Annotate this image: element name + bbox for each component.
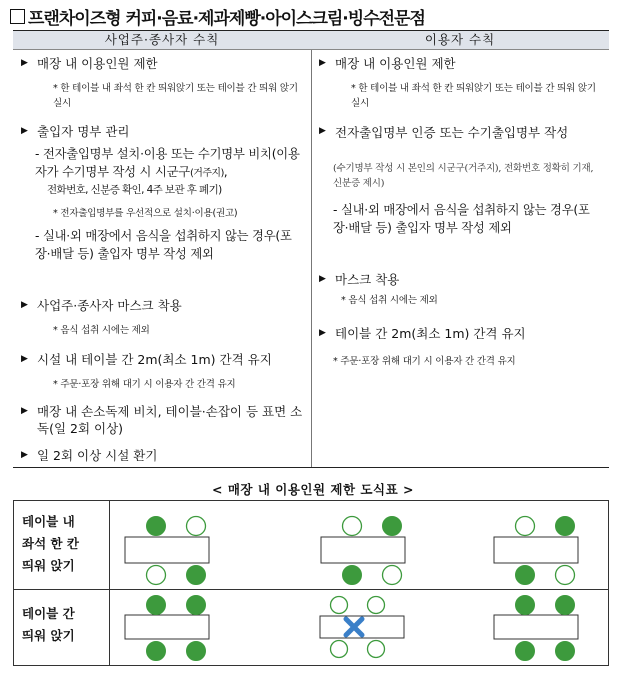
seat-empty — [368, 597, 385, 614]
table — [125, 615, 209, 639]
right-paren-note: (수기명부 작성 시 본인의 시군구(거주지), 전화번호 정확히 기재, 신분증 제시) — [333, 163, 594, 189]
diagram-row-seat-spacing — [14, 501, 608, 590]
table-group-1 — [125, 517, 209, 585]
seat-occupied — [187, 596, 206, 615]
right-note-3: * 음식 섭취 시에는 제외 — [341, 295, 438, 306]
rules-table — [13, 30, 609, 468]
seat-occupied — [516, 566, 535, 585]
table-group-1 — [125, 596, 209, 661]
triangle-bullet-icon: ▶ — [21, 300, 28, 310]
seat-occupied — [187, 566, 206, 585]
seat-occupied — [383, 517, 402, 536]
user-rules-column — [311, 31, 609, 467]
left-note-2: * 전자출입명부를 우선적으로 설치·이용(권고) — [53, 208, 238, 219]
left-sub-2: - 실내·외 매장에서 음식을 섭취하지 않는 경우(포장·배달 등) 출입자 명부 작성 제외 — [35, 229, 292, 261]
left-item-3: ▶ 사업주·종사자 마스크 착용 — [21, 298, 182, 313]
triangle-bullet-icon: ▶ — [319, 274, 326, 284]
table — [125, 537, 209, 563]
user-rules-header: 이용자 수칙 — [311, 31, 609, 50]
seat-occupied — [147, 517, 166, 536]
employer-rules-column — [13, 31, 312, 467]
title-text: 프랜차이즈형 커피·음료·제과제빵·아이스크림·빙수전문점 — [28, 9, 425, 29]
seat-occupied — [187, 642, 206, 661]
seat-occupied — [556, 517, 575, 536]
seat-empty — [383, 566, 402, 585]
row2-label: 테이블 간 띄워 앉기 — [14, 589, 110, 665]
diagram-row-table-spacing — [14, 589, 608, 665]
left-item-5: ▶ 매장 내 손소독제 비치, 테이블·손잡이 등 표면 소독(일 2회 이상) — [21, 404, 303, 436]
right-note-4: * 주문·포장 위해 대기 시 이용자 간 간격 유지 — [333, 356, 516, 367]
right-note-1: * 한 테이블 내 좌석 한 칸 띄워앉기 또는 테이블 간 띄워 앉기 실시 — [351, 83, 596, 109]
right-item-3: ▶ 마스크 착용 — [319, 272, 400, 287]
seat-occupied — [343, 566, 362, 585]
row2-tables-svg — [110, 589, 608, 665]
seat-empty — [147, 566, 166, 585]
table-group-3 — [494, 517, 578, 585]
left-item-2: ▶ 출입자 명부 관리 — [21, 124, 130, 139]
employer-rules-header: 사업주·종사자 수칙 — [13, 31, 311, 50]
right-item-4: ▶ 테이블 간 2m(최소 1m) 간격 유지 — [319, 326, 526, 341]
triangle-bullet-icon: ▶ — [21, 58, 28, 68]
table-group-3 — [494, 596, 578, 661]
seat-occupied — [556, 596, 575, 615]
triangle-bullet-icon: ▶ — [319, 58, 326, 68]
left-sub-1-cont: 전화번호, 신분증 확인, 4주 보관 후 폐기) — [47, 184, 222, 196]
table-group-2-blocked — [320, 597, 404, 658]
left-note-4: * 주문·포장 위해 대기 시 이용자 간 간격 유지 — [53, 379, 236, 390]
table — [494, 537, 578, 563]
triangle-bullet-icon: ▶ — [319, 126, 326, 136]
triangle-bullet-icon: ▶ — [319, 328, 326, 338]
table-group-2 — [321, 517, 405, 585]
page-title — [10, 4, 425, 29]
seat-occupied — [516, 596, 535, 615]
seat-empty — [556, 566, 575, 585]
seat-empty — [331, 641, 348, 658]
right-item-2: ▶ 전자출입명부 인증 또는 수기출입명부 작성 — [319, 125, 569, 140]
triangle-bullet-icon: ▶ — [21, 354, 28, 364]
table — [321, 537, 405, 563]
right-item-1: ▶ 매장 내 이용인원 제한 — [319, 56, 456, 71]
seat-occupied — [556, 642, 575, 661]
row1-label: 테이블 내 좌석 한 칸 띄워 앉기 — [14, 501, 110, 589]
seat-occupied — [147, 596, 166, 615]
left-note-1: * 한 테이블 내 좌석 한 칸 띄워앉기 또는 테이블 간 띄워 앉기 실시 — [53, 83, 298, 109]
seat-empty — [187, 517, 206, 536]
seat-empty — [331, 597, 348, 614]
seating-diagram — [13, 500, 609, 666]
left-item-4: ▶ 시설 내 테이블 간 2m(최소 1m) 간격 유지 — [21, 352, 272, 367]
left-note-3: * 음식 섭취 시에는 제외 — [53, 325, 150, 336]
seat-empty — [343, 517, 362, 536]
seat-occupied — [147, 642, 166, 661]
row1-tables-svg — [110, 501, 608, 589]
table — [494, 615, 578, 639]
seat-empty — [516, 517, 535, 536]
triangle-bullet-icon: ▶ — [21, 450, 28, 460]
left-item-6: ▶ 일 2회 이상 시설 환기 — [21, 448, 158, 463]
triangle-bullet-icon: ▶ — [21, 406, 28, 416]
seat-empty — [368, 641, 385, 658]
right-sub-2: - 실내·외 매장에서 음식을 섭취하지 않는 경우(포장·배달 등) 출입자 명부 작성 제외 — [333, 203, 590, 235]
left-sub-1: - 전자출입명부 설치·이용 또는 수기명부 비치(이용자가 수기명부 작성 시 시군구(거주지), — [35, 147, 300, 179]
seat-occupied — [516, 642, 535, 661]
triangle-bullet-icon: ▶ — [21, 126, 28, 136]
left-item-1: ▶ 매장 내 이용인원 제한 — [21, 56, 158, 71]
checkbox-square-icon — [10, 9, 25, 24]
diagram-caption: < 매장 내 이용인원 제한 도식표 > — [212, 482, 414, 497]
